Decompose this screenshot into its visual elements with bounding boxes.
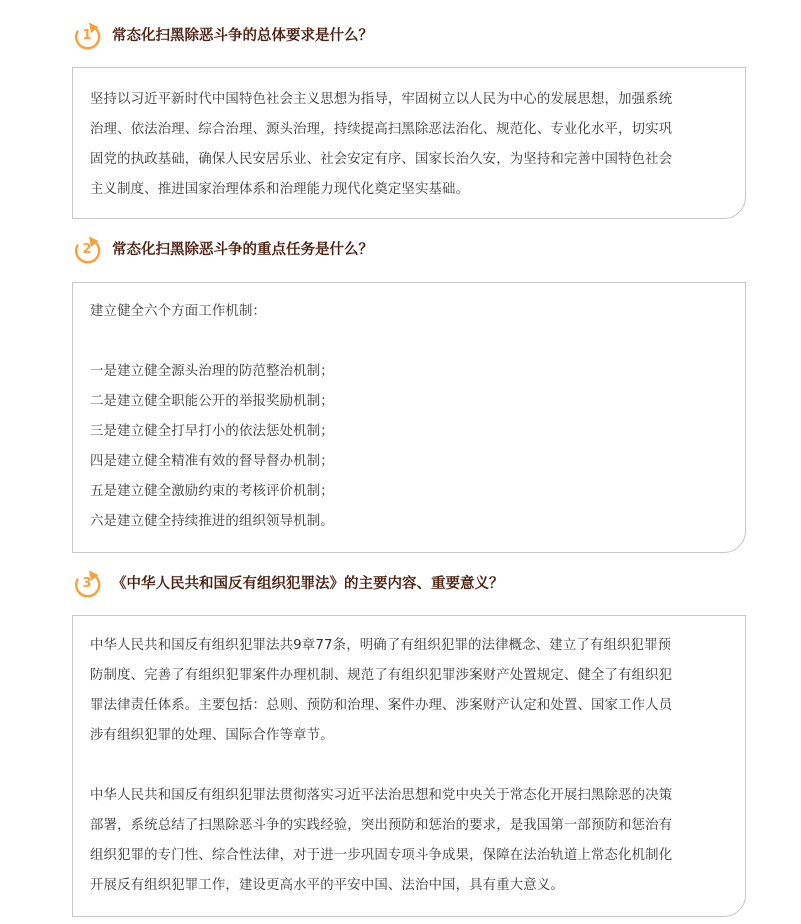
- answer-line: 防制度、完善了有组织犯罪案件办理机制、规范了有组织犯罪涉案财产处置规定、健全了有组织犯: [90, 668, 673, 683]
- number-badge-icon: [72, 235, 104, 267]
- answer-line: 开展反有组织犯罪工作，建设更高水平的平安中国、法治中国，具有重大意义。: [90, 878, 564, 893]
- answer-card-3: [72, 615, 746, 917]
- answer-line: 中华人民共和国反有组织犯罪法贯彻落实习近平法治思想和党中央关于常态化开展扫黑除恶的决策: [90, 788, 673, 803]
- question-title: 常态化扫黑除恶斗争的重点任务是什么？: [112, 242, 373, 258]
- answer-line: 坚持以习近平新时代中国特色社会主义思想为指导，牢固树立以人民为中心的发展思想，加强系统: [90, 92, 673, 107]
- answer-line: 中华人民共和国反有组织犯罪法共9章77条，明确了有组织犯罪的法律概念、建立了有组织犯罪预: [90, 638, 672, 653]
- answer-line: 固党的执政基础，确保人民安居乐业、社会安定有序、国家长治久安，为坚持和完善中国特色社会: [90, 152, 673, 167]
- answer-line: 部署，系统总结了扫黑除恶斗争的实践经验，突出预防和惩治的要求，是我国第一部预防和惩治有: [90, 818, 673, 833]
- task-item: 六是建立健全持续推进的组织领导机制。: [90, 514, 334, 529]
- answer-intro: 建立健全六个方面工作机制：: [90, 304, 267, 319]
- task-item: 二是建立健全职能公开的举报奖励机制；: [90, 394, 334, 409]
- task-item: 五是建立健全激励约束的考核评价机制；: [90, 484, 334, 499]
- answer-card-2: [72, 282, 746, 553]
- question-title: 常态化扫黑除恶斗争的总体要求是什么？: [112, 28, 373, 44]
- question-heading-3: [72, 569, 772, 601]
- answer-line: 组织犯罪的专门性、综合性法律，对于进一步巩固专项斗争成果，保障在法治轨道上常态化机制化: [90, 848, 673, 863]
- number-badge-icon: [72, 21, 104, 53]
- answer-line: 主义制度、推进国家治理体系和治理能力现代化奠定坚实基础。: [90, 182, 470, 197]
- badge-number: 3: [82, 576, 92, 591]
- number-badge-icon: [72, 569, 104, 601]
- task-item: 四是建立健全精准有效的督导督办机制；: [90, 454, 334, 469]
- task-item: 一是建立健全源头治理的防范整治机制；: [90, 364, 334, 379]
- badge-number: 2: [82, 242, 92, 257]
- answer-line: 治理、依法治理、综合治理、源头治理，持续提高扫黑除恶法治化、规范化、专业化水平，切实巩: [90, 122, 673, 137]
- answer-card-1: [72, 67, 746, 219]
- badge-number: 1: [82, 28, 92, 43]
- question-heading-2: [72, 235, 772, 267]
- task-item: 三是建立健全打早打小的依法惩处机制；: [90, 424, 334, 439]
- answer-line: 罪法律责任体系。主要包括：总则、预防和治理、案件办理、涉案财产认定和处置、国家工作人员: [90, 698, 673, 713]
- question-heading-1: [72, 21, 772, 53]
- answer-line: 涉有组织犯罪的处理、国际合作等章节。: [90, 728, 334, 743]
- question-title: 《中华人民共和国反有组织犯罪法》的主要内容、重要意义？: [112, 576, 504, 592]
